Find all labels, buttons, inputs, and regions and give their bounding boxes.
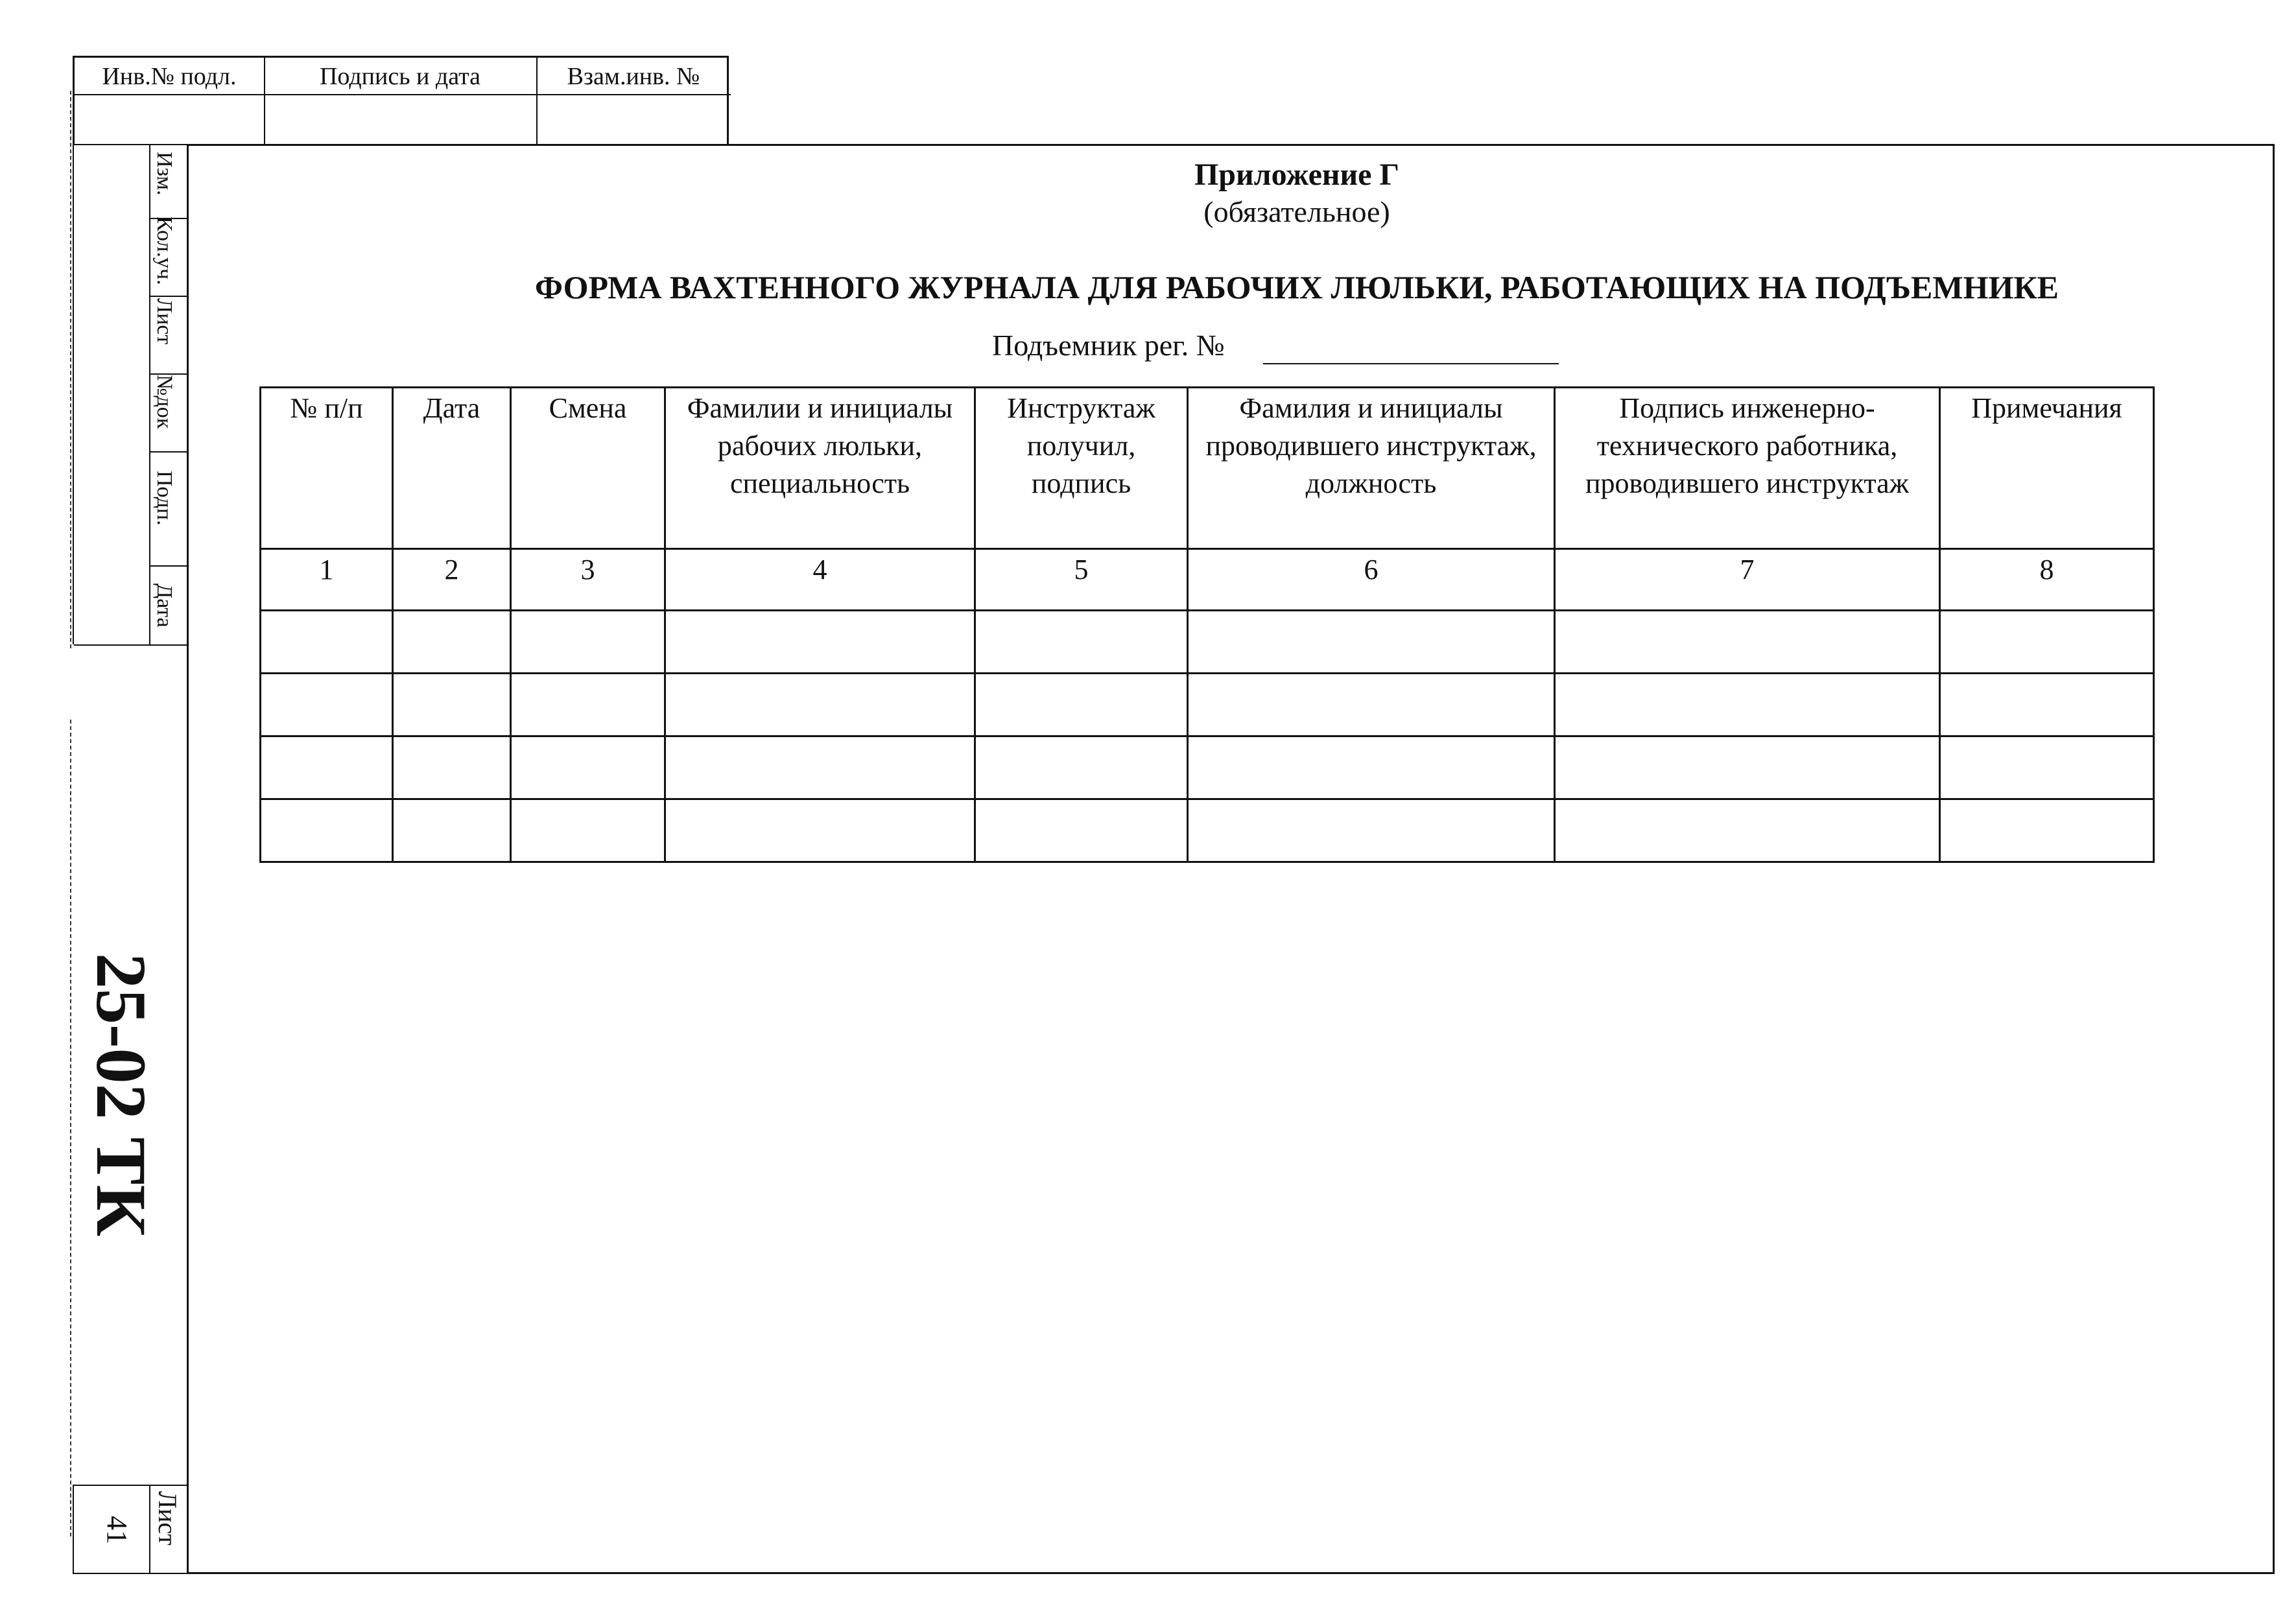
table-cell	[261, 736, 393, 799]
table-cell	[975, 674, 1188, 736]
column-number: 3	[511, 549, 665, 611]
side-label-data: Дата	[152, 583, 176, 628]
table-cell	[511, 799, 665, 862]
table-cell	[1940, 736, 2154, 799]
table-cell	[1188, 611, 1555, 674]
table-row	[261, 611, 2154, 674]
table-cell	[1940, 799, 2154, 862]
table-cell	[511, 611, 665, 674]
header-cell: Дата	[393, 388, 511, 549]
table-cell	[393, 799, 511, 862]
table-cell	[1188, 799, 1555, 862]
table-cell	[1555, 611, 1940, 674]
column-number: 4	[665, 549, 975, 611]
header-cell: Фамилия и инициалы проводившего инструктаж, должность	[1188, 388, 1555, 549]
column-number-row	[261, 549, 2154, 611]
column-number: 2	[393, 549, 511, 611]
table-header-row	[261, 388, 2154, 549]
table-row	[261, 799, 2154, 862]
binding-line	[70, 91, 71, 648]
side-label-kol-uch: Кол.уч.	[152, 217, 176, 285]
header-cell: Примечания	[1940, 388, 2154, 549]
table-cell	[261, 611, 393, 674]
table-cell	[261, 799, 393, 862]
column-number: 5	[975, 549, 1188, 611]
table-cell	[261, 674, 393, 736]
table-cell	[511, 736, 665, 799]
header-cell: Смена	[511, 388, 665, 549]
table-cell	[1940, 674, 2154, 736]
table-cell	[1555, 736, 1940, 799]
sheet-box	[73, 1485, 187, 1574]
side-label-podp: Подп.	[152, 471, 176, 526]
form-title: ФОРМА ВАХТЕННОГО ЖУРНАЛА ДЛЯ РАБОЧИХ ЛЮЛЬКИ, РАБОТАЮЩИХ НА ПОДЪЕМНИКЕ	[535, 269, 2059, 305]
table-row	[261, 736, 2154, 799]
table-cell	[1555, 799, 1940, 862]
table-cell	[665, 799, 975, 862]
header-cell: № п/п	[261, 388, 393, 549]
table-cell	[975, 736, 1188, 799]
table-cell	[975, 799, 1188, 862]
stamp-replacement-inv-label: Взам.инв. №	[567, 63, 700, 90]
side-stamp	[73, 144, 187, 644]
table-cell	[393, 611, 511, 674]
table-row	[261, 674, 2154, 736]
header-cell: Инструктаж получил, подпись	[975, 388, 1188, 549]
header-cell: Подпись инженерно-технического работника, проводившего инструктаж	[1555, 388, 1940, 549]
header-cell: Фамилии и инициалы рабочих люльки, специальность	[665, 388, 975, 549]
side-label-izm: Изм.	[152, 152, 176, 196]
table-cell	[393, 674, 511, 736]
table-cell	[665, 674, 975, 736]
sheet-number: 41	[101, 1516, 133, 1544]
table-cell	[393, 736, 511, 799]
column-number: 6	[1188, 549, 1555, 611]
appendix-title: Приложение Г	[1194, 158, 1400, 192]
table-cell	[975, 611, 1188, 674]
registration-line	[992, 328, 1563, 370]
column-number: 1	[261, 549, 393, 611]
table-cell	[1188, 674, 1555, 736]
sheet-label: Лист	[153, 1491, 182, 1546]
column-number: 7	[1555, 549, 1940, 611]
registration-blank	[1263, 363, 1559, 364]
side-label-ndok: №док	[152, 375, 176, 429]
table-cell	[511, 674, 665, 736]
stamp-signature-date-label: Подпись и дата	[319, 63, 481, 90]
table-cell	[1940, 611, 2154, 674]
doc-code: 25-02 ТК	[82, 953, 161, 1237]
table-cell	[1555, 674, 1940, 736]
table-cell	[1188, 736, 1555, 799]
appendix-subtitle: (обязательное)	[1203, 195, 1390, 228]
column-number: 8	[1940, 549, 2154, 611]
side-label-list: Лист	[152, 298, 176, 345]
top-stamp	[73, 56, 729, 144]
table-cell	[665, 611, 975, 674]
binding-line-lower	[70, 720, 71, 1536]
stamp-inv-no-label: Инв.№ подл.	[102, 63, 237, 90]
table-cell	[665, 736, 975, 799]
journal-table	[259, 386, 2155, 863]
registration-label: Подъемник рег. №	[992, 329, 1225, 362]
